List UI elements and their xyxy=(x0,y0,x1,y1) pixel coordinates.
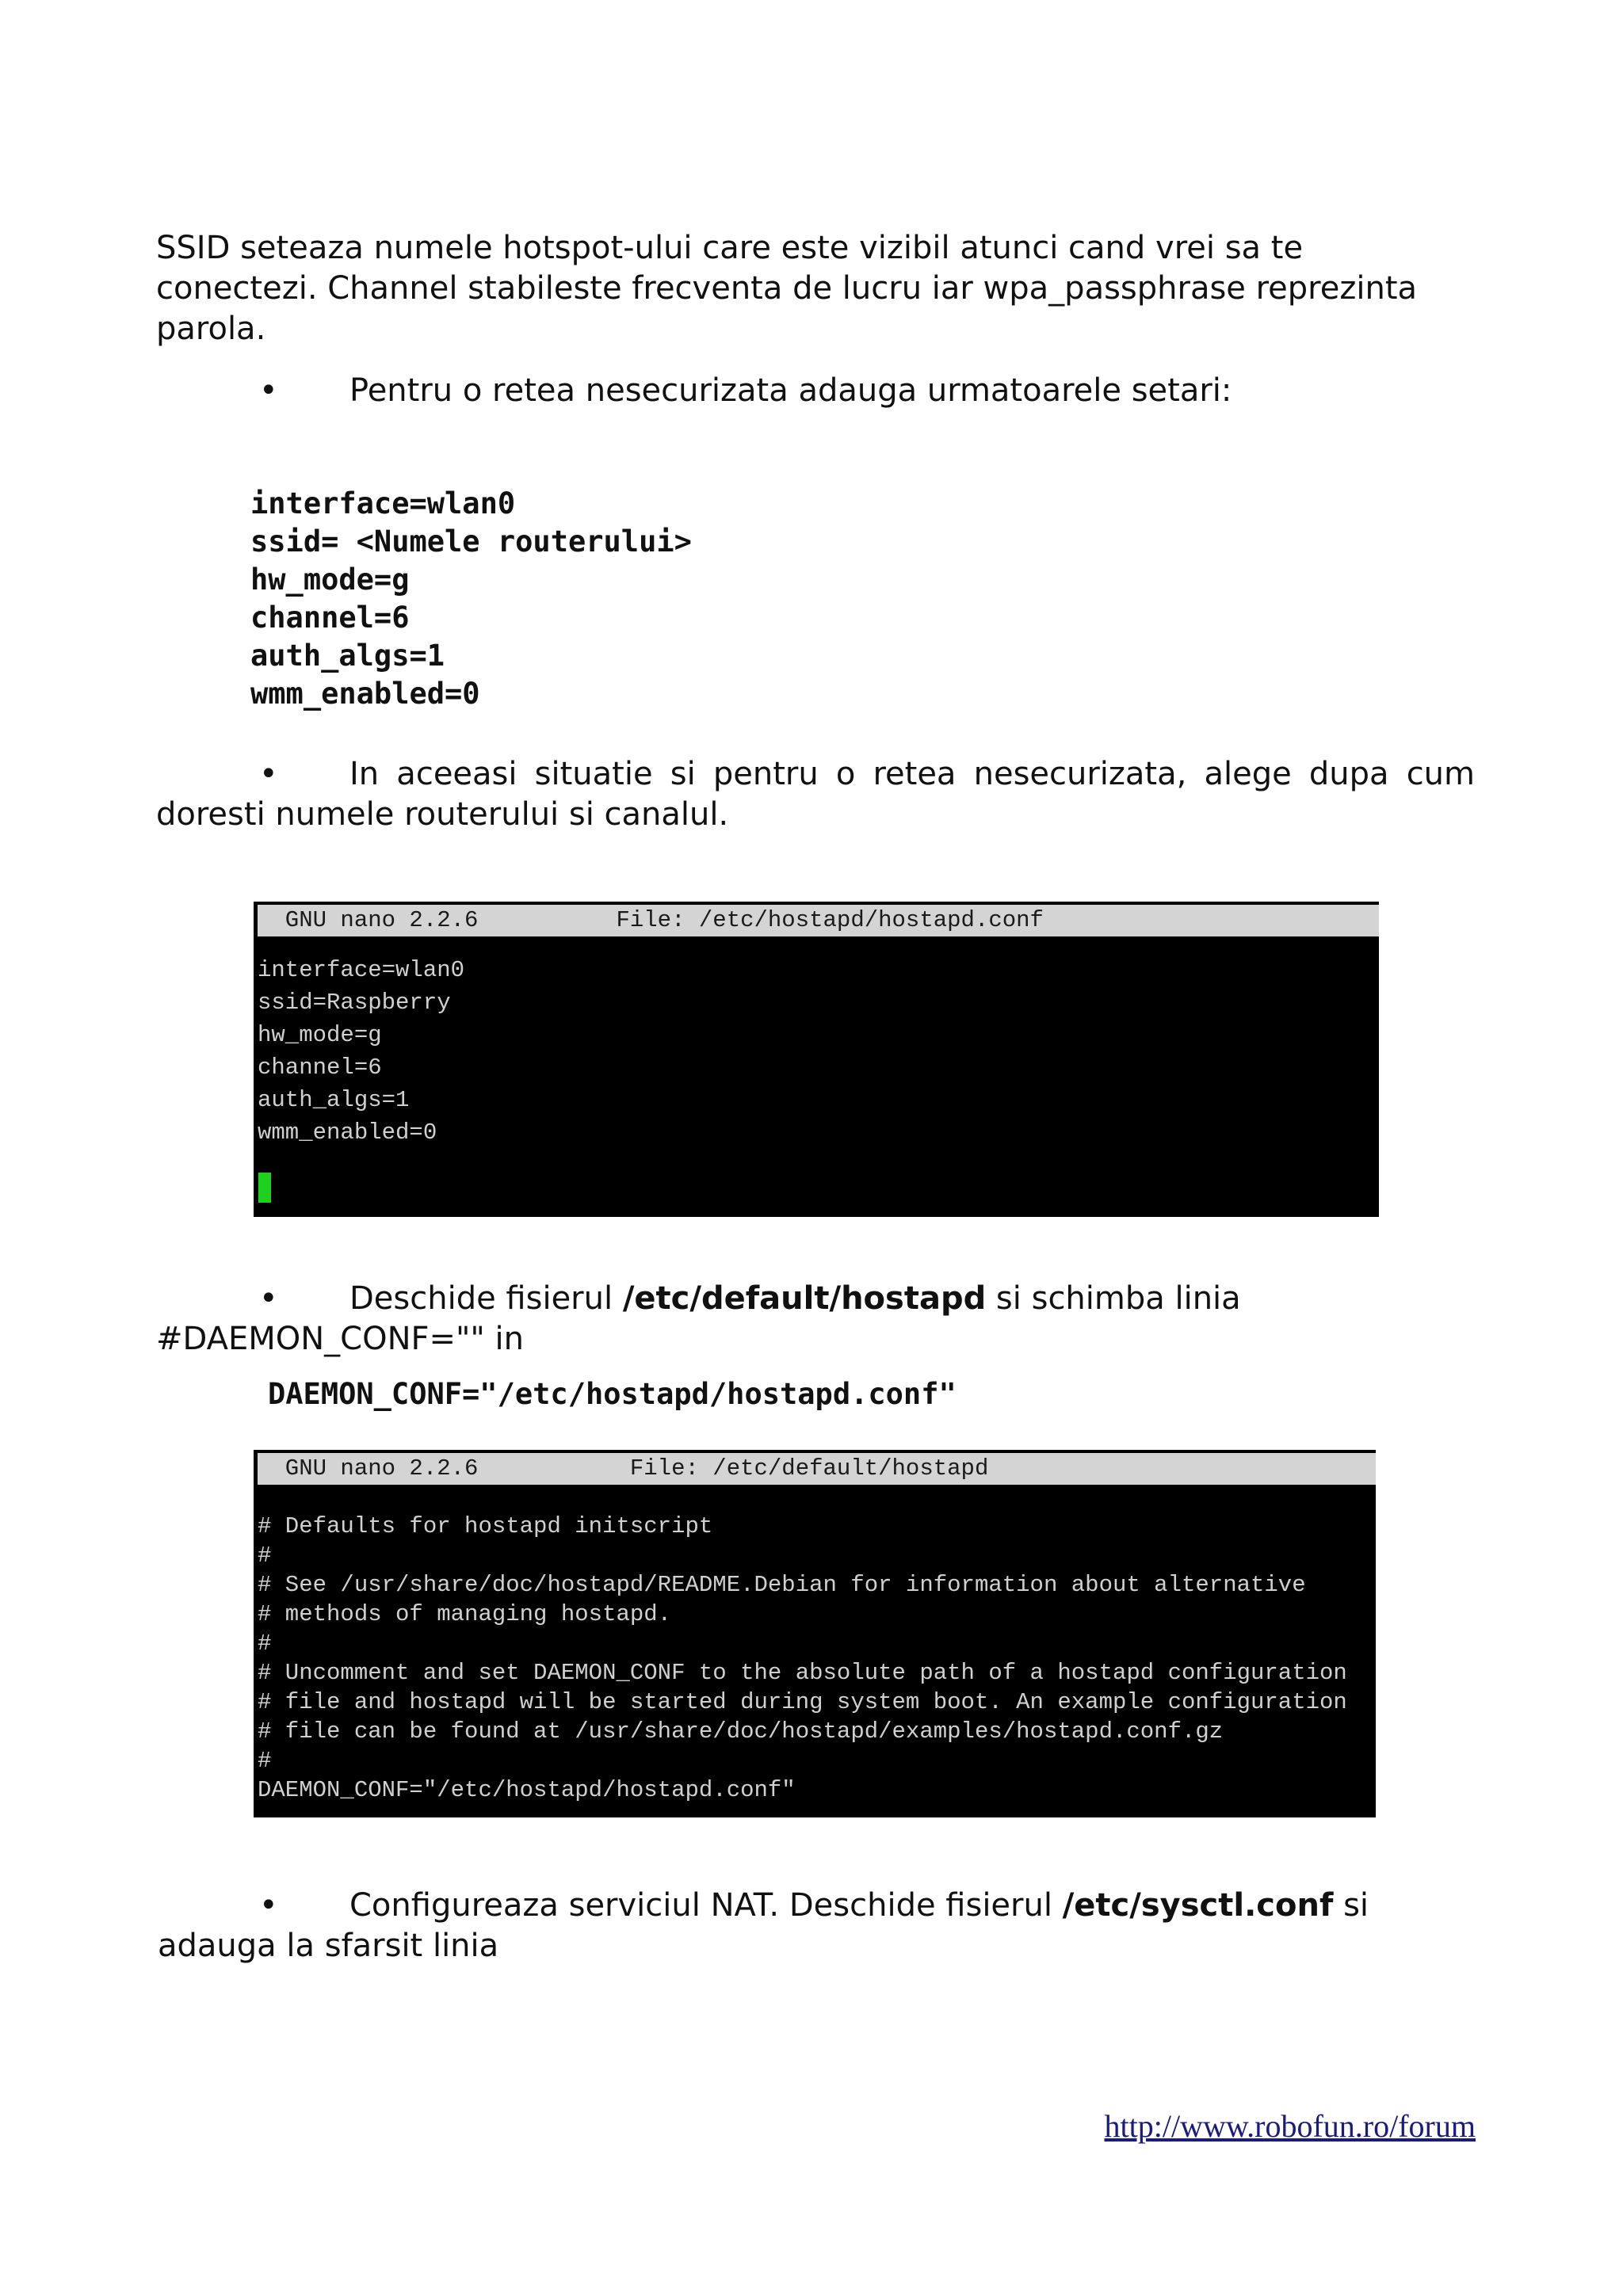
terminal-line: channel=6 xyxy=(258,1055,382,1081)
bullet-marker: • xyxy=(259,756,278,792)
code-line: hw_mode=g xyxy=(250,563,410,597)
nano-title-bar: GNU nano 2.2.6 File: /etc/default/hostapd xyxy=(258,1453,1376,1485)
bullet-text-part: si xyxy=(1333,1887,1369,1924)
terminal-line: # file can be found at /usr/share/doc/hostapd/examples/hostapd.conf.gz xyxy=(258,1718,1224,1745)
bullet-text-line2: doresti numele routerului si canalul. xyxy=(156,796,729,833)
nano-title-bar: GNU nano 2.2.6 File: /etc/hostapd/hostapd.conf xyxy=(258,905,1379,936)
terminal-line: # file and hostapd will be started during system boot. An example configuration xyxy=(258,1689,1347,1715)
bullet-marker: • xyxy=(259,372,278,409)
intro-line: parola. xyxy=(156,311,266,347)
terminal-line: # xyxy=(258,1630,272,1657)
file-path-bold: /etc/sysctl.conf xyxy=(1062,1887,1334,1924)
terminal-line: # See /usr/share/doc/hostapd/README.Debian for information about alternative xyxy=(258,1572,1306,1598)
code-line: channel=6 xyxy=(250,601,410,635)
terminal-screenshot-hostapd-conf xyxy=(254,902,1379,1217)
daemon-conf-code xyxy=(268,1375,957,1413)
bullet-text-line1: In aceeasi situatie si pentru o retea nesecurizata, alege dupa cum xyxy=(349,756,1475,792)
bullet-text xyxy=(156,1279,1475,1319)
terminal-screenshot-default-hostapd xyxy=(254,1450,1376,1817)
bullet-text: Pentru o retea nesecurizata adauga urmatoarele setari: xyxy=(349,372,1232,409)
file-path-bold: /etc/default/hostapd xyxy=(622,1280,987,1317)
intro-paragraph xyxy=(156,228,1475,349)
bullet-text xyxy=(156,1886,1475,1926)
intro-line: SSID seteaza numele hotspot-ului care este vizibil atunci cand vrei sa te xyxy=(156,230,1304,266)
bullet-text-line2: adauga la sfarsit linia xyxy=(158,1928,499,1964)
bullet-marker: • xyxy=(259,1887,278,1924)
bullet-text-part: si schimba linia xyxy=(986,1280,1241,1317)
terminal-line: ssid=Raspberry xyxy=(258,990,451,1016)
code-line: DAEMON_CONF="/etc/hostapd/hostapd.conf" xyxy=(268,1377,957,1411)
terminal-line: interface=wlan0 xyxy=(258,957,465,983)
terminal-line: # xyxy=(258,1543,272,1569)
config-code-block xyxy=(250,485,692,713)
terminal-line: # Uncomment and set DAEMON_CONF to the absolute path of a hostapd configuration xyxy=(258,1660,1347,1686)
terminal-line: DAEMON_CONF="/etc/hostapd/hostapd.conf" xyxy=(258,1777,796,1803)
terminal-line: # methods of managing hostapd. xyxy=(258,1601,672,1627)
bullet-text-part: Deschide fisierul xyxy=(349,1280,623,1317)
code-line: interface=wlan0 xyxy=(250,486,516,521)
code-line: wmm_enabled=0 xyxy=(250,677,480,711)
terminal-line: wmm_enabled=0 xyxy=(258,1119,437,1146)
bullet-item-open-default-hostapd xyxy=(156,1279,1475,1360)
terminal-line: auth_algs=1 xyxy=(258,1087,410,1113)
bullet-text-line2: #DAEMON_CONF="" in xyxy=(156,1321,525,1357)
terminal-line: hw_mode=g xyxy=(258,1022,382,1048)
terminal-line: # xyxy=(258,1748,272,1774)
footer-forum-link[interactable]: http://www.robofun.ro/forum xyxy=(1104,2108,1476,2144)
terminal-cursor xyxy=(258,1173,271,1203)
bullet-text-part: Configureaza serviciul NAT. Deschide fisierul xyxy=(349,1887,1063,1924)
terminal-line: # Defaults for hostapd initscript xyxy=(258,1513,713,1539)
bullet-item-unsecured-settings xyxy=(156,371,1475,411)
code-line: ssid= <Numele routerului> xyxy=(250,524,692,559)
intro-line: conectezi. Channel stabileste frecventa de lucru iar wpa_passphrase reprezinta xyxy=(156,270,1418,307)
bullet-item-same-situation xyxy=(156,754,1475,835)
bullet-marker: • xyxy=(259,1280,278,1317)
code-line: auth_algs=1 xyxy=(250,639,445,673)
bullet-item-configure-nat xyxy=(156,1886,1475,1966)
